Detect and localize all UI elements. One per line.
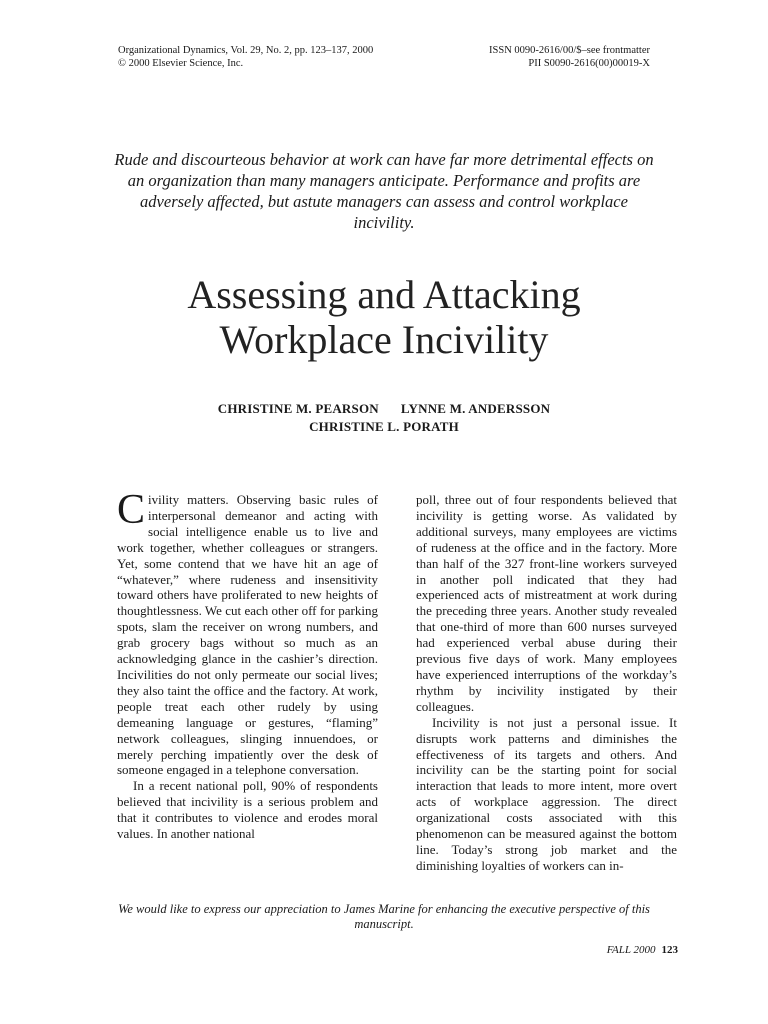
article-title [84,272,684,362]
body-column-right [416,492,677,874]
journal-line: Organizational Dynamics, Vol. 29, No. 2, pp. 123–137, 2000 [118,45,374,56]
title-line-1: Assessing and Attacking [187,272,581,317]
author-name: LYNNE M. ANDERSSON [400,401,551,416]
issue-season: FALL 2000 [606,944,656,956]
journal-citation [118,44,373,70]
author-list [84,400,684,436]
body-column-left [117,487,378,842]
drop-cap: C [117,487,146,533]
body-paragraph: In a recent national poll, 90% of respondents believed that incivility is a serious problem and that it contributes to violence and erodes moral values. In another national [117,778,378,842]
issn-line: ISSN 0090-2616/00/$–see frontmatter [489,45,650,56]
abstract: Rude and discourteous behavior at work can have far more detrimental effects on an organization than many managers anticipate. Performance and profits are adversely affected, but astute managers can assess and control workplace incivility. [114,150,654,232]
author-name: CHRISTINE L. PORATH [309,419,459,434]
acknowledgment-note: We would like to express our appreciation to James Marine for enhancing the executive perspective of this manuscript. [118,902,650,931]
body-paragraph: poll, three out of four respondents believed that incivility is getting worse. As validated by additional surveys, many employees are victims of rudeness at the office and in the factory. More than half of the 327 front-line workers surveyed in another poll indicated that they had experienced acts of mistreatment at work during the preceding three years. Another study revealed that one-third of more than 600 nurses surveyed had experienced verbal abuse during their previous five days of work. Many employees have experienced interruptions of the workday’s rhythm by incivility instigated by their colleagues. [416,492,677,714]
body-paragraph: Incivility is not just a personal issue. It disrupts work patterns and diminishes the effectiveness of its targets and others. And incivility can be the starting point for social interaction that leads to more intent, more overt acts of workplace aggression. The direct organizational costs associated with this phenomenon can be measured against the bottom line. Today’s strong job market and the diminishing loyalties of workers can in- [416,714,677,873]
body-paragraph: Civility matters. Observing basic rules of interpersonal demeanor and acting with social intelligence enable us to live and work together, whether colleagues or strangers. Yet, some contend that we have hit an age of “whatever,” where rudeness and insensitivity toward others have proliferated to new heights of thoughtlessness. We cut each other off for parking spots, slam the receiver on wrong numbers, and grab grocery bags without so much as an acknowledging glance in the cashier’s direction. Incivilities do not only permeate our social lives; they also taint the office and the factory. At work, people treat each other rudely by using demeaning language or gestures, “flaming” network colleagues, slinging innuendoes, or merely perching impatiently over the desk of someone engaged in a telephone conversation. [117,487,378,778]
page-footer [607,944,678,956]
pii-line: PII S0090-2616(00)00019-X [528,58,650,69]
copyright-line: © 2000 Elsevier Science, Inc. [118,58,244,69]
author-name: CHRISTINE M. PEARSON [217,401,379,416]
title-line-2: Workplace Incivility [219,317,549,362]
article-identifiers [489,44,650,70]
page-number: 123 [661,944,678,956]
